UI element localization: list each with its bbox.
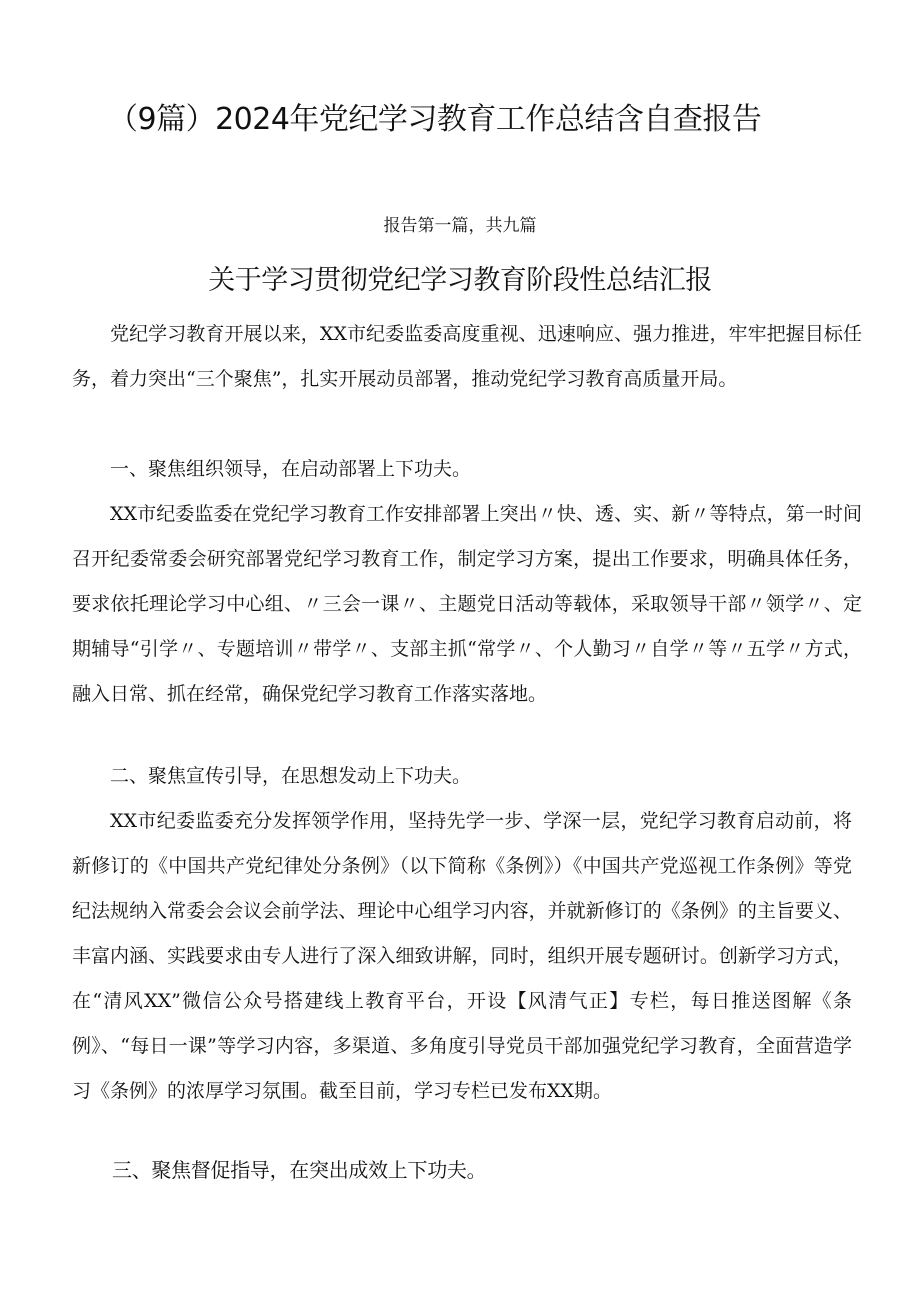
document-title: （9篇）2024年党纪学习教育工作总结含自查报告 — [108, 102, 762, 137]
part-label: 报告第一篇，共九篇 — [383, 216, 537, 236]
heading-two: 二、聚焦宣传引导，在思想发动上下功夫。 — [110, 765, 472, 787]
section-title: 关于学习贯彻党纪学习教育阶段性总结汇报 — [208, 265, 712, 296]
heading-one: 一、聚焦组织领导，在启动部署上下功夫。 — [110, 458, 472, 480]
paragraph-two: XX市纪委监委充分发挥领学作用，坚持先学一步、学深一层，党纪学习教育启动前，将新修订的《中国共产党纪律处分条例》（以下简称《条例》）《中国共产党巡视工作条例》等党纪法规纳入常委会会议会前学法、理论中心组学习内容，并就新修订的《条例》的主旨要义、丰富内涵、实践要求由专人进行了深入细致讲解，同时，组织开展专题研讨。创新学习方式，在“清风XX”微信公众号搭建线上教育平台，开设【风清气正】专栏，每日推送图解《条例》、“每日一课”等学习内容，多渠道、多角度引导党员干部加强党纪学习教育，全面营造学习《条例》的浓厚学习氛围。截至目前，学习专栏已发布XX期。 — [72, 810, 852, 1102]
paragraph-one: XX市纪委监委在党纪学习教育工作安排部署上突出〃快、透、实、新〃等特点，第一时间召开纪委常委会研究部署党纪学习教育工作，制定学习方案，提出工作要求，明确具体任务，要求依托理论学习中心组、〃三会一课〃、主题党日活动等载体，采取领导干部〃领学〃、定期辅导“引学〃、专题培训〃带学〃、支部主抓“常学〃、个人勤习〃自学〃等〃五学〃方式，融入日常、抓在经常，确保党纪学习教育工作落实落地。 — [72, 503, 862, 705]
heading-three: 三、聚焦督促指导，在突出成效上下功夫。 — [112, 1158, 487, 1182]
intro-paragraph: 党纪学习教育开展以来，XX市纪委监委高度重视、迅速响应、强力推进，牢牢把握目标任务，着力突出“三个聚焦”，扎实开展动员部署，推动党纪学习教育高质量开局。 — [72, 323, 862, 390]
